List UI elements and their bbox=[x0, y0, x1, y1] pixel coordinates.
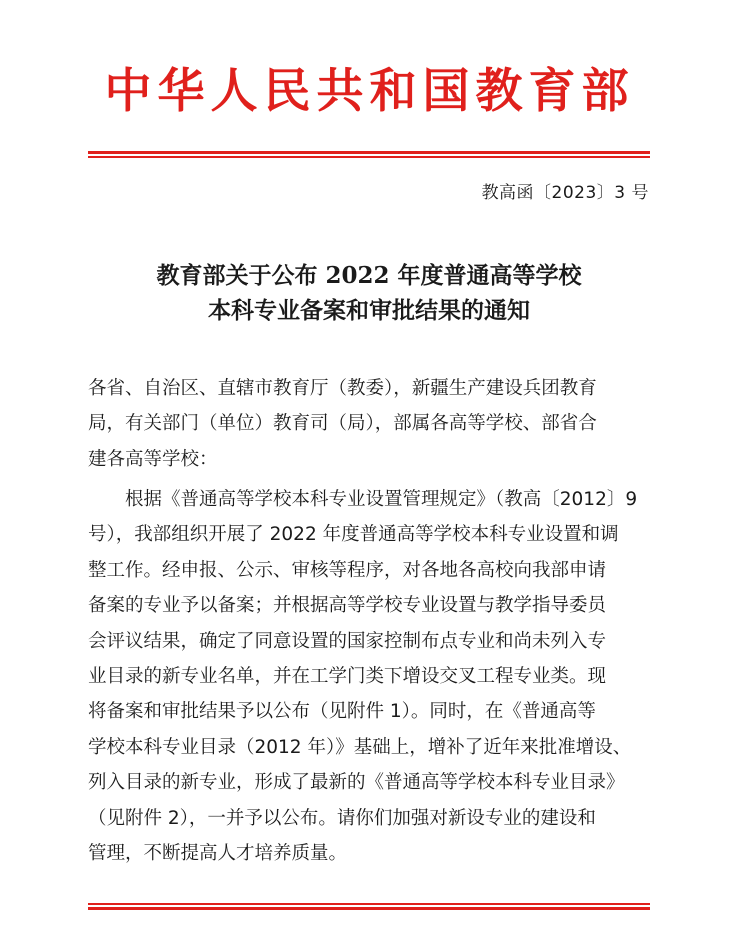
body-line: 根据《普通高等学校本科专业设置管理规定》（教高〔2012〕9 bbox=[88, 489, 638, 510]
body-line: 列入目录的新专业，形成了最新的《普通高等学校本科专业目录》 bbox=[88, 772, 625, 794]
document-title bbox=[88, 258, 650, 328]
body-line: 整工作。经申报、公示、审核等程序，对各地各高校向我部申请 bbox=[88, 559, 607, 581]
salutation-line: 局，有关部门（单位）教育司（局），部属各高等学校、部省合 bbox=[88, 413, 597, 435]
body-line: 业目录的新专业名单，并在工学门类下增设交叉工程专业类。现 bbox=[88, 665, 607, 687]
document-number: 教高函〔2023〕3 号 bbox=[481, 183, 649, 203]
salutation bbox=[88, 371, 653, 477]
letterhead-red-rule-top bbox=[88, 151, 650, 158]
document-title-line-2: 本科专业备案和审批结果的通知 bbox=[208, 297, 530, 324]
red-rule-thin-line bbox=[88, 156, 650, 158]
body-line: 号），我部组织开展了 2022 年度普通高等学校本科专业设置和调 bbox=[88, 524, 619, 546]
ministry-letterhead-title: 中华人民共和国教育部 bbox=[104, 64, 635, 119]
footer-red-rule-bottom bbox=[88, 903, 650, 910]
body-line: （见附件 2），一并予以公布。请你们加强对新设专业的建设和 bbox=[88, 807, 596, 829]
salutation-line: 各省、自治区、直辖市教育厅（教委），新疆生产建设兵团教育 bbox=[88, 378, 597, 399]
body-line: 管理，不断提高人才培养质量。 bbox=[88, 842, 348, 864]
body-line: 将备案和审批结果予以公布（见附件 1）。同时，在《普通高等 bbox=[88, 701, 596, 723]
body-paragraph bbox=[88, 482, 653, 871]
document-title-line-1: 教育部关于公布 2022 年度普通高等学校 bbox=[156, 262, 582, 289]
body-line: 学校本科专业目录（2012 年）》基础上，增补了近年来批准增设、 bbox=[88, 736, 632, 758]
salutation-line: 建各高等学校： bbox=[88, 448, 218, 470]
body-line: 会评议结果，确定了同意设置的国家控制布点专业和尚未列入专 bbox=[88, 630, 607, 652]
body-line: 备案的专业予以备案；并根据高等学校专业设置与教学指导委员 bbox=[88, 595, 607, 617]
red-rule-thick-line bbox=[88, 907, 650, 910]
